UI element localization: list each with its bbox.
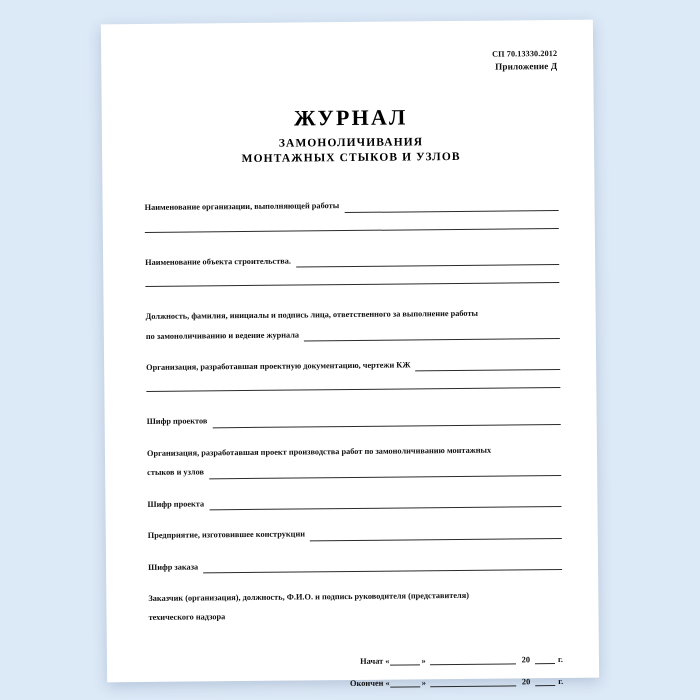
field-label: Наименование объекта строительства. bbox=[145, 256, 292, 267]
field-label: Заказчик (организация), должность, Ф.И.О. и подпись руководителя (представителя) bbox=[148, 590, 469, 603]
finished-label: Окончен bbox=[349, 678, 384, 688]
title-line-1: ЖУРНАЛ bbox=[293, 104, 408, 131]
field-input-line[interactable] bbox=[304, 329, 560, 341]
finished-year-prefix: 20 bbox=[521, 677, 531, 687]
field-customer-supervision bbox=[148, 589, 562, 625]
field-label: Шифр проекта bbox=[147, 499, 205, 509]
started-label: Начат bbox=[360, 656, 384, 666]
field-input-line[interactable] bbox=[344, 201, 559, 213]
field-manufacturer-enterprise bbox=[148, 526, 562, 542]
title-line-2: ЗАМОНОЛИЧИВАНИЯ bbox=[278, 136, 424, 150]
field-input-line[interactable] bbox=[212, 415, 560, 428]
field-label: Организация, разработавшая проектную документацию, чертежи КЖ bbox=[146, 360, 411, 372]
field-label: по замоноличиванию и ведение журнала bbox=[145, 330, 300, 341]
field-input-line[interactable] bbox=[209, 497, 561, 510]
field-label: техического надзора bbox=[148, 612, 226, 623]
field-project-code bbox=[147, 495, 561, 511]
field-order-code bbox=[148, 558, 562, 574]
field-input-line[interactable] bbox=[415, 360, 560, 371]
finished-day-input[interactable] bbox=[391, 678, 421, 687]
finished-quote-close: » bbox=[421, 678, 426, 688]
title-line-3: МОНТАЖНЫХ СТЫКОВ И УЗЛОВ bbox=[241, 151, 461, 166]
field-organization-performing-works bbox=[145, 198, 559, 232]
started-year-prefix: 20 bbox=[521, 655, 531, 665]
field-construction-object-name bbox=[145, 253, 559, 287]
field-label: стыков и узлов bbox=[147, 467, 205, 478]
started-day-input[interactable] bbox=[390, 656, 420, 665]
started-year-input[interactable] bbox=[535, 655, 555, 664]
finished-quote-open: « bbox=[385, 678, 390, 688]
started-quote-close: » bbox=[421, 656, 426, 666]
field-label: Шифр проектов bbox=[146, 416, 208, 427]
document-sheet bbox=[101, 20, 599, 688]
field-label: Предприятие, изготовившее конструкции bbox=[147, 529, 306, 541]
started-year-suffix: г. bbox=[557, 654, 564, 664]
footer-started-row bbox=[149, 655, 563, 668]
field-projects-code bbox=[147, 412, 561, 428]
standard-code: СП 70.13330.2012 bbox=[492, 48, 558, 59]
field-label: Должность, фамилия, инициалы и подпись лица, ответственного за выполнение работы bbox=[145, 308, 479, 322]
started-month-input[interactable] bbox=[430, 655, 516, 665]
field-design-documentation-organization bbox=[146, 358, 560, 392]
field-input-line[interactable] bbox=[203, 560, 562, 573]
footer-finished-row bbox=[149, 677, 563, 690]
started-quote-open: « bbox=[385, 656, 390, 666]
form-fields bbox=[145, 198, 563, 625]
document-content bbox=[143, 48, 564, 688]
field-input-line[interactable] bbox=[209, 466, 561, 479]
field-label: Шифр заказа bbox=[148, 562, 199, 572]
finished-month-input[interactable] bbox=[430, 677, 516, 687]
appendix-label: Приложение Д bbox=[495, 60, 558, 72]
document-footer bbox=[149, 655, 563, 690]
document-header bbox=[143, 48, 557, 77]
document-title bbox=[144, 103, 559, 166]
document-page bbox=[101, 20, 599, 688]
field-input-line[interactable] bbox=[310, 529, 562, 541]
field-responsible-person bbox=[146, 307, 560, 343]
field-label: Организация, разработавшая проект производства работ по замоноличиванию монтажных bbox=[146, 445, 492, 458]
field-works-project-organization bbox=[147, 444, 561, 480]
finished-year-input[interactable] bbox=[535, 677, 555, 686]
finished-year-suffix: г. bbox=[558, 676, 564, 686]
field-label: Наименование организации, выполняющей работы bbox=[144, 201, 340, 213]
